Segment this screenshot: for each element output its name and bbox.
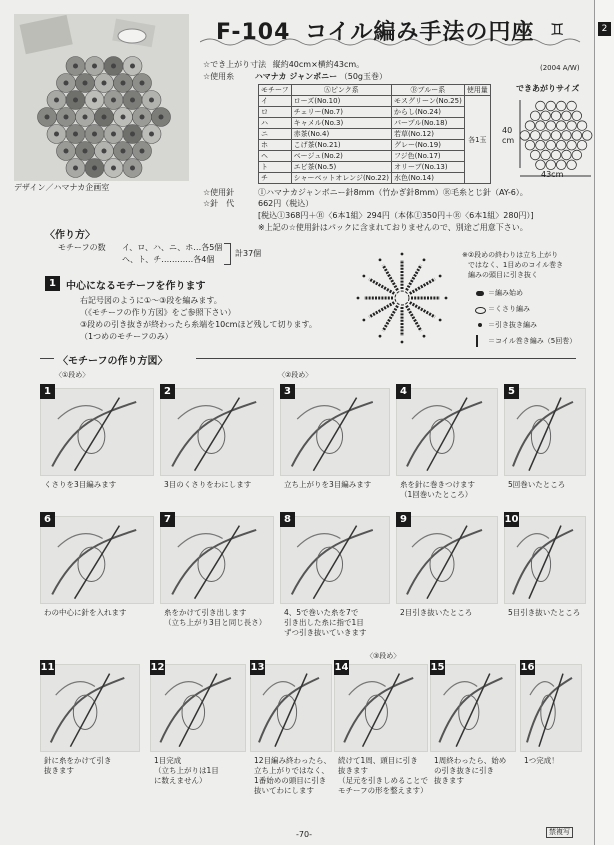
motif-center bbox=[73, 166, 78, 171]
step-caption: 5回巻いたところ bbox=[508, 480, 566, 489]
motif-center bbox=[92, 98, 97, 103]
motif-circle bbox=[567, 121, 577, 131]
row-label-2: 〈②段め〉 bbox=[278, 371, 313, 379]
motif-circle bbox=[567, 101, 577, 111]
yarn-table-cell: フジ色(No.17) bbox=[391, 151, 464, 162]
motif-center bbox=[45, 115, 50, 120]
step-number: 5 bbox=[504, 384, 519, 399]
yarn-table-cell: 赤茶(No.4) bbox=[291, 129, 391, 140]
hand-crochet-illustration bbox=[281, 389, 389, 475]
yarn-table-cell: ホ bbox=[259, 140, 292, 151]
start-symbol-icon bbox=[476, 291, 484, 296]
coil-stitch-symbol bbox=[410, 279, 435, 294]
yarn-table-cell: 若草(No.12) bbox=[391, 129, 464, 140]
coil-stitch-symbol bbox=[407, 306, 422, 331]
slip-stitch-symbol bbox=[423, 258, 426, 261]
motif-circle bbox=[556, 121, 566, 131]
section-title: 中心になるモチーフを作ります bbox=[66, 281, 206, 292]
pattern-title: コイル編み手法の円座 bbox=[305, 20, 535, 45]
step-figure bbox=[430, 664, 516, 752]
slip-stitch-symbol bbox=[357, 297, 360, 300]
slip-stitch-symbol bbox=[362, 275, 365, 278]
step-figure bbox=[280, 516, 390, 604]
step-caption: 1目完成 （立ち上がりは1目 に数えません） bbox=[154, 756, 219, 785]
motif-circle bbox=[530, 131, 540, 141]
yarn-table-cell: シャーベットオレンジ(No.22) bbox=[291, 173, 391, 184]
step-figure bbox=[520, 664, 582, 752]
yarn-table-cell: エビ茶(No.5) bbox=[291, 162, 391, 173]
motif-circle bbox=[556, 101, 566, 111]
slip-stitch-symbol bbox=[423, 335, 426, 338]
step-caption: 2目引き抜いたところ bbox=[400, 608, 473, 617]
yarn-table-cell: ローズ(No.10) bbox=[291, 96, 391, 107]
motif-center bbox=[73, 98, 78, 103]
yarn-label: ☆使用糸 bbox=[203, 72, 235, 81]
motif-circle bbox=[572, 111, 582, 121]
legend-item-3: ＝引き抜き編み bbox=[488, 321, 537, 329]
coil-stitch-icon bbox=[476, 335, 486, 347]
motif-circle bbox=[541, 111, 551, 121]
motif-center bbox=[92, 64, 97, 69]
motif-circle bbox=[536, 121, 546, 131]
motif-circle bbox=[541, 150, 551, 160]
step-number: 2 bbox=[160, 384, 175, 399]
motif-circle bbox=[562, 150, 572, 160]
motif-center bbox=[121, 115, 126, 120]
crochet-symbol-chart bbox=[352, 250, 452, 346]
yarn-table-cell: ベージュ(No.2) bbox=[291, 151, 391, 162]
yarn-table-row bbox=[259, 107, 491, 118]
step-figure bbox=[504, 388, 586, 476]
price-value: 662円（税込） bbox=[258, 199, 314, 208]
coil-stitch-symbol bbox=[407, 265, 422, 290]
motif-circle bbox=[551, 150, 561, 160]
method-count-label: モチーフの数 bbox=[58, 243, 106, 252]
chain-symbol-icon bbox=[475, 307, 486, 314]
motif-circle bbox=[572, 131, 582, 141]
hand-crochet-illustration bbox=[281, 517, 389, 603]
motif-center bbox=[130, 98, 135, 103]
hand-crochet-illustration bbox=[161, 389, 273, 475]
motif-center bbox=[54, 98, 59, 103]
motif-circle bbox=[541, 131, 551, 141]
page-title bbox=[216, 15, 534, 46]
slip-stitch-symbol bbox=[401, 341, 404, 344]
legend-note-1: ※②段めの終わりは立ち上がり bbox=[462, 251, 559, 259]
step-figure bbox=[150, 664, 246, 752]
legend-note-3: 編みの頭目に引き抜く bbox=[468, 271, 538, 279]
method-total: 計37個 bbox=[235, 249, 262, 258]
section-body-1: 右記号図のように①～③段を編みます。 bbox=[80, 296, 222, 305]
adjacent-page-edge bbox=[594, 0, 614, 845]
slip-stitch-symbol bbox=[379, 335, 382, 338]
motif-circle bbox=[525, 121, 535, 131]
size-height: 40 cm bbox=[502, 126, 515, 145]
row-label-3: 〈③段め〉 bbox=[366, 652, 401, 660]
pattern-code: F-104 bbox=[216, 20, 291, 45]
yarn-table-cell: キャメル(No.3) bbox=[291, 118, 391, 129]
legend-item-1: ＝編み始め bbox=[488, 289, 523, 297]
yarn-table-cell: ニ bbox=[259, 129, 292, 140]
step-number: 1 bbox=[40, 384, 55, 399]
step-figure bbox=[504, 516, 586, 604]
yarn-table-cell: グレー(No.19) bbox=[391, 140, 464, 151]
step-number: 13 bbox=[250, 662, 265, 673]
step-caption: 5目引き抜いたところ bbox=[508, 608, 581, 617]
motif-center bbox=[111, 132, 116, 137]
yarn-table-row bbox=[259, 151, 491, 162]
yarn-table bbox=[258, 84, 491, 184]
yarn-table-cell: ヘ bbox=[259, 151, 292, 162]
motif-center bbox=[111, 64, 116, 69]
finished-size-label: できあがりサイズ bbox=[516, 84, 580, 93]
year-note: (2004 A/W) bbox=[540, 64, 580, 72]
method-heading: 〈作り方〉 bbox=[45, 230, 95, 241]
motif-center bbox=[83, 81, 88, 86]
heading-rule bbox=[196, 358, 576, 359]
step-number: 7 bbox=[160, 512, 175, 527]
motif-center bbox=[149, 132, 154, 137]
step-caption: 針に糸をかけて引き 抜きます bbox=[44, 756, 112, 775]
page-number: -70- bbox=[296, 830, 312, 839]
step-caption: 1周終わったら、始め の引き抜きに引き 抜きます bbox=[434, 756, 507, 785]
step-figure bbox=[160, 516, 274, 604]
step-caption: 4、5で巻いた糸を7で 引き出した糸に指で1目 ずつ引き抜いていきます bbox=[284, 608, 367, 637]
needle-note: ※上記の☆使用針はパックに含まれておりませんので、別途ご用意下さい。 bbox=[258, 223, 528, 232]
size-spec bbox=[203, 60, 364, 70]
step-number: 12 bbox=[150, 662, 165, 673]
motif-circle bbox=[530, 150, 540, 160]
motif-circle bbox=[572, 150, 582, 160]
yarn-table-row bbox=[259, 140, 491, 151]
yarn-table-row bbox=[259, 96, 491, 107]
size-label: ☆でき上がり寸法 bbox=[203, 60, 267, 69]
motif-circle bbox=[546, 160, 556, 170]
yarn-table-cell: 水色(No.14) bbox=[391, 173, 464, 184]
motif-center bbox=[73, 64, 78, 69]
diagram-heading: 〈モチーフの作り方図〉 bbox=[58, 356, 168, 367]
slip-stitch-symbol bbox=[439, 319, 442, 322]
step-number: 9 bbox=[396, 512, 411, 527]
motif-center bbox=[64, 115, 69, 120]
section-body-3: ③段めの引き抜きが終わったら糸端を10cmほど残して切ります。 bbox=[80, 320, 317, 329]
motif-circle bbox=[525, 140, 535, 150]
motif-center bbox=[64, 149, 69, 154]
motif-circle bbox=[556, 140, 566, 150]
needle-spec bbox=[203, 188, 234, 198]
section-body-2: （《モチーフの作り方図》をご参照下さい） bbox=[80, 308, 236, 317]
motif-circle bbox=[562, 131, 572, 141]
step-number: 16 bbox=[520, 662, 535, 673]
yarn-table-header: モチーフ bbox=[259, 85, 292, 96]
motif-circle bbox=[556, 160, 566, 170]
yarn-table-header: 使用量 bbox=[464, 85, 490, 96]
step-number: 6 bbox=[40, 512, 55, 527]
yarn-table-header: Ⓑブルー系 bbox=[391, 85, 464, 96]
motif-circle bbox=[546, 101, 556, 111]
motif-center bbox=[92, 166, 97, 171]
step-number: 14 bbox=[334, 662, 349, 673]
motif-center bbox=[140, 115, 145, 120]
coil-stitch-symbol bbox=[383, 306, 398, 331]
motif-center bbox=[121, 81, 126, 86]
yarn-table-cell: イ bbox=[259, 96, 292, 107]
size-width: 43cm bbox=[541, 170, 564, 179]
slip-stitch-symbol bbox=[401, 253, 404, 256]
yarn-ball: （50g玉巻） bbox=[339, 72, 387, 81]
motif-circle bbox=[546, 140, 556, 150]
step-number: 15 bbox=[430, 662, 445, 673]
slip-stitch-symbol bbox=[445, 297, 448, 300]
coil-stitch-symbol bbox=[369, 303, 394, 318]
motif-center bbox=[83, 115, 88, 120]
motif-circle bbox=[536, 140, 546, 150]
motif-circle bbox=[582, 131, 592, 141]
motif-circle bbox=[551, 111, 561, 121]
motif-center bbox=[130, 166, 135, 171]
step-caption: 糸をかけて引き出します （立ち上がり3目と同じ長さ） bbox=[164, 608, 267, 627]
hand-crochet-illustration bbox=[505, 389, 585, 475]
size-value: 縦約40cm×横約43cm。 bbox=[272, 60, 365, 69]
step-figure bbox=[40, 664, 140, 752]
step-figure bbox=[334, 664, 428, 752]
section-number: 1 bbox=[45, 276, 60, 291]
step-figure bbox=[280, 388, 390, 476]
step-figure bbox=[160, 388, 274, 476]
price-label: ☆針 代 bbox=[203, 199, 235, 208]
motif-center bbox=[64, 81, 69, 86]
needle-value: Ⓘハマナカジャンボニー針8mm（竹かぎ針8mm）Ⓡ毛糸とじ針（AY-6）。 bbox=[258, 188, 528, 197]
slip-stitch-symbol bbox=[362, 319, 365, 322]
yarn-table-header: Ⓐピンク系 bbox=[291, 85, 391, 96]
legend-item-2: ＝くさり編み bbox=[488, 305, 530, 313]
step-figure bbox=[40, 516, 154, 604]
count-brace bbox=[224, 243, 231, 265]
method-count-2: ヘ、ト、チ…………各4個 bbox=[122, 255, 215, 264]
legend-note-2: ではなく、1目めのコイル巻き bbox=[468, 261, 564, 269]
chain-ring-symbol bbox=[395, 291, 409, 305]
legend-item-4: ＝コイル巻き編み（5回巻） bbox=[488, 337, 577, 345]
step-caption: 12目編み終わったら、 立ち上がりではなく、 1番始めの頭目に引き 抜いてわにします bbox=[254, 756, 331, 795]
step-caption: 3目のくさりをわにします bbox=[164, 480, 252, 489]
yarn-table-row bbox=[259, 162, 491, 173]
brand-mark: ♊ bbox=[550, 20, 565, 39]
motif-center bbox=[159, 115, 164, 120]
motif-circle bbox=[536, 160, 546, 170]
step-figure bbox=[40, 388, 154, 476]
motif-circle bbox=[567, 160, 577, 170]
yarn-table-cell: からし(No.24) bbox=[391, 107, 464, 118]
section-body-4: （1つめのモチーフのみ） bbox=[80, 332, 173, 341]
motif-center bbox=[130, 64, 135, 69]
motif-center bbox=[140, 81, 145, 86]
step-figure bbox=[396, 516, 498, 604]
yarn-table-cell: ハ bbox=[259, 118, 292, 129]
heading-rule-left bbox=[40, 358, 54, 359]
hand-crochet-illustration bbox=[521, 665, 581, 751]
page-tab: 2 bbox=[598, 22, 611, 36]
step-figure bbox=[396, 388, 498, 476]
product-photo bbox=[14, 14, 189, 181]
step-number: 11 bbox=[40, 662, 55, 673]
yarn-table-cell: ロ bbox=[259, 107, 292, 118]
motif-circle bbox=[530, 111, 540, 121]
motif-circle bbox=[577, 140, 587, 150]
hand-crochet-illustration bbox=[151, 665, 245, 751]
hand-crochet-illustration bbox=[431, 665, 515, 751]
slip-stitch-symbol bbox=[439, 275, 442, 278]
step-figure bbox=[250, 664, 332, 752]
step-number: 8 bbox=[280, 512, 295, 527]
hand-crochet-illustration bbox=[41, 389, 153, 475]
price-detail: [税込Ⓘ368円＋Ⓡ〈6本1組〉294円（本体Ⓘ350円＋Ⓡ〈6本1組〉280円）] bbox=[258, 211, 534, 220]
motif-center bbox=[140, 149, 145, 154]
motif-circle bbox=[551, 131, 561, 141]
motif-center bbox=[102, 149, 107, 154]
hand-crochet-illustration bbox=[505, 517, 585, 603]
motif-circle bbox=[536, 101, 546, 111]
step-number: 4 bbox=[396, 384, 411, 399]
hand-crochet-illustration bbox=[397, 389, 497, 475]
motif-circle bbox=[562, 111, 572, 121]
motif-center bbox=[54, 132, 59, 137]
motif-center bbox=[83, 149, 88, 154]
coil-stitch-symbol bbox=[369, 279, 394, 294]
row-label-1: 〈①段め〉 bbox=[55, 371, 90, 379]
yarn-table-cell: モスグリーン(No.25) bbox=[391, 96, 464, 107]
step-caption: 続けて1周、頭目に引き 抜きます （足元を引きしめることで モチーフの形を整えます） bbox=[338, 756, 428, 795]
copy-stamp: 禁複写 bbox=[546, 827, 573, 838]
motif-center bbox=[130, 132, 135, 137]
hand-crochet-illustration bbox=[251, 665, 331, 751]
hand-crochet-illustration bbox=[161, 517, 273, 603]
motif-center bbox=[102, 81, 107, 86]
method-count-1: イ、ロ、ハ、ニ、ホ…各5個 bbox=[122, 243, 223, 252]
step-caption: わの中心に針を入れます bbox=[44, 608, 127, 617]
slip-stitch-icon bbox=[478, 323, 482, 327]
needle-label: ☆使用針 bbox=[203, 188, 235, 197]
yarn-brand: ハマナカ ジャンボニー bbox=[254, 72, 338, 81]
motif-center bbox=[121, 149, 126, 154]
cushion-photo-illustration bbox=[14, 14, 189, 181]
yarn-table-cell: こげ茶(No.21) bbox=[291, 140, 391, 151]
yarn-table-cell: オリーブ(No.13) bbox=[391, 162, 464, 173]
yarn-spec bbox=[203, 72, 387, 82]
yarn-table-row bbox=[259, 129, 491, 140]
motif-center bbox=[73, 132, 78, 137]
hand-crochet-illustration bbox=[41, 517, 153, 603]
motif-center bbox=[102, 115, 107, 120]
motif-center bbox=[92, 132, 97, 137]
step-caption: 1つ完成！ bbox=[524, 756, 559, 765]
motif-circle bbox=[546, 121, 556, 131]
slip-stitch-symbol bbox=[379, 258, 382, 261]
step-caption: くさりを3目編みます bbox=[44, 480, 117, 489]
motif-center bbox=[111, 98, 116, 103]
motif-center bbox=[149, 98, 154, 103]
hand-crochet-illustration bbox=[41, 665, 139, 751]
hand-crochet-illustration bbox=[397, 517, 497, 603]
photo-caption: デザイン／ハマナカ企画室 bbox=[14, 183, 110, 192]
yarn-amount: 各1玉 bbox=[464, 96, 490, 184]
step-caption: 糸を針に巻きつけます （1回巻いたところ） bbox=[400, 480, 475, 499]
coil-stitch-symbol bbox=[383, 265, 398, 290]
step-number: 3 bbox=[280, 384, 295, 399]
hand-crochet-illustration bbox=[335, 665, 427, 751]
motif-circle bbox=[577, 121, 587, 131]
step-caption: 立ち上がりを3目編みます bbox=[284, 480, 372, 489]
coil-stitch-symbol bbox=[410, 303, 435, 318]
yarn-table-row bbox=[259, 118, 491, 129]
yarn-table-cell: パープル(No.18) bbox=[391, 118, 464, 129]
coil-stitch-chart bbox=[352, 250, 452, 346]
step-number: 10 bbox=[504, 514, 519, 525]
motif-circle bbox=[567, 140, 577, 150]
yarn-table-cell: ト bbox=[259, 162, 292, 173]
yarn-table-cell: チ bbox=[259, 173, 292, 184]
yarn-table-cell: チェリー(No.7) bbox=[291, 107, 391, 118]
motif-circle bbox=[520, 131, 530, 141]
motif-center bbox=[111, 166, 116, 171]
yarn-table-row bbox=[259, 173, 491, 184]
